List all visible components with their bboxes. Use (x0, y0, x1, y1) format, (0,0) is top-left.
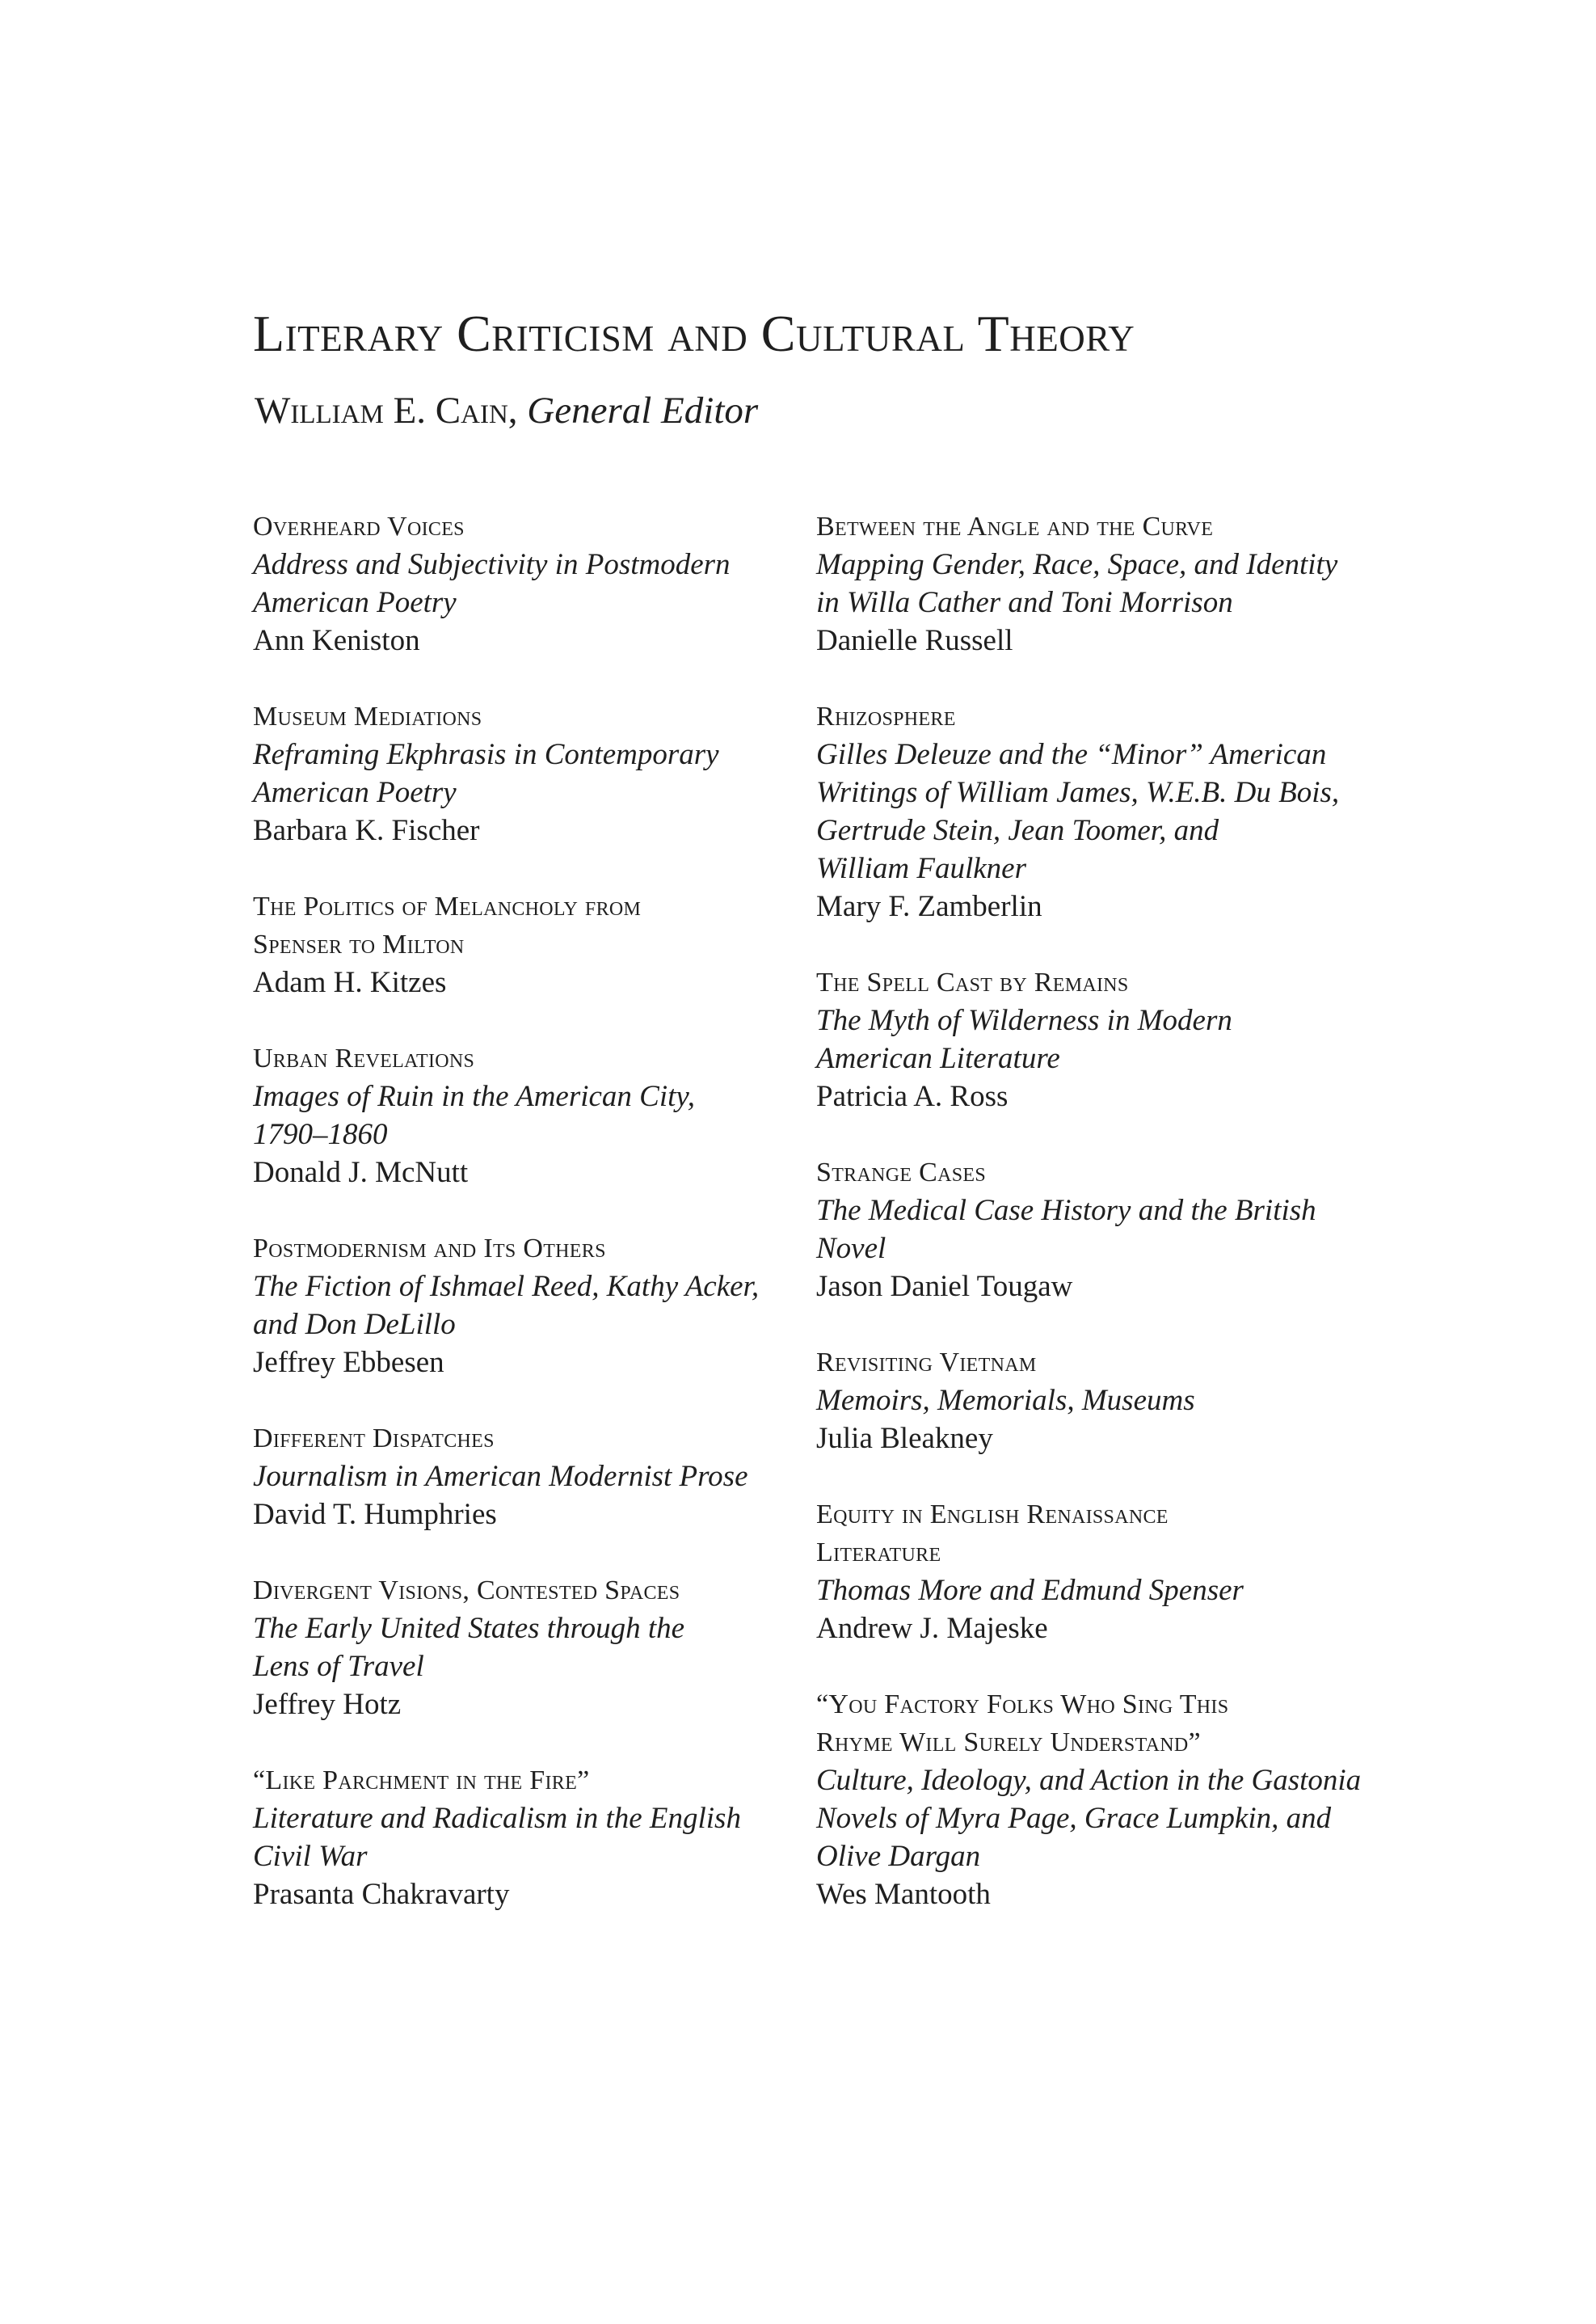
book-subtitle: Mapping Gender, Race, Space, and Identity (816, 548, 1338, 581)
book-author: Julia Bleakney (816, 1422, 993, 1455)
book-entry (816, 1154, 1382, 1305)
book-title: Postmodernism and Its Others (253, 1234, 606, 1263)
book-subtitle: The Medical Case History and the British (816, 1194, 1316, 1227)
book-entry (253, 1040, 786, 1192)
book-subtitle: Literature and Radicalism in the English (253, 1802, 741, 1835)
right-book-list (816, 508, 1382, 1951)
book-title: Equity in English Renaissance (816, 1499, 1169, 1529)
book-entry (253, 1761, 786, 1913)
book-author: Patricia A. Ross (816, 1080, 1009, 1113)
book-entry (816, 508, 1382, 660)
book-subtitle: The Fiction of Ishmael Reed, Kathy Acker, (253, 1270, 760, 1303)
book-subtitle: American Poetry (253, 776, 457, 809)
book-subtitle: American Literature (816, 1042, 1060, 1075)
book-entry (253, 888, 786, 1002)
book-subtitle: Civil War (253, 1840, 368, 1873)
book-author: Mary F. Zamberlin (816, 890, 1042, 923)
book-entry (253, 1229, 786, 1381)
book-title: Between the Angle and the Curve (816, 512, 1214, 542)
book-title: Revisiting Vietnam (816, 1348, 1037, 1377)
book-author: Jason Daniel Tougaw (816, 1270, 1073, 1303)
book-subtitle: in Willa Cather and Toni Morrison (816, 586, 1233, 619)
book-entry (253, 1571, 786, 1723)
left-book-list (253, 508, 786, 1951)
book-entry (816, 1343, 1382, 1457)
book-subtitle: The Early United States through the (253, 1612, 685, 1645)
book-entry (816, 964, 1382, 1116)
book-subtitle: 1790–1860 (253, 1118, 388, 1151)
book-subtitle: The Myth of Wilderness in Modern (816, 1004, 1232, 1037)
book-title: Museum Mediations (253, 702, 482, 732)
book-entry (816, 1495, 1382, 1647)
book-author: Jeffrey Ebbesen (253, 1346, 444, 1379)
book-title: Spenser to Milton (253, 930, 465, 960)
book-author: Adam H. Kitzes (253, 966, 447, 999)
book-subtitle: American Poetry (253, 586, 457, 619)
book-author: David T. Humphries (253, 1498, 497, 1531)
book-title: Urban Revelations (253, 1044, 475, 1073)
book-entry (253, 508, 786, 660)
book-author: Prasanta Chakravarty (253, 1878, 510, 1911)
editor-role: General Editor (527, 390, 759, 432)
book-author: Barbara K. Fischer (253, 814, 480, 847)
book-subtitle: Thomas More and Edmund Spenser (816, 1574, 1244, 1607)
book-entry (816, 698, 1382, 926)
book-title: Divergent Visions, Contested Spaces (253, 1575, 680, 1605)
book-title: The Politics of Melancholy from (253, 892, 642, 922)
book-subtitle: Olive Dargan (816, 1840, 981, 1873)
book-subtitle: and Don DeLillo (253, 1308, 456, 1341)
book-entry (253, 1419, 786, 1533)
book-subtitle: Gilles Deleuze and the “Minor” American (816, 738, 1327, 771)
book-subtitle: Novels of Myra Page, Grace Lumpkin, and (816, 1802, 1332, 1835)
book-title: “Like Parchment in the Fire” (253, 1765, 590, 1795)
book-subtitle: Journalism in American Modernist Prose (253, 1460, 748, 1493)
book-subtitle: Memoirs, Memorials, Museums (816, 1384, 1195, 1417)
book-entry (816, 1685, 1382, 1913)
book-entry (253, 698, 786, 850)
book-author: Danielle Russell (816, 624, 1013, 657)
book-title: “You Factory Folks Who Sing This (816, 1689, 1229, 1719)
book-subtitle: Address and Subjectivity in Postmodern (253, 548, 731, 581)
series-title: Literary Criticism and Cultural Theory (253, 305, 1135, 362)
book-author: Wes Mantooth (816, 1878, 991, 1911)
book-subtitle: Novel (816, 1232, 886, 1265)
book-title: Different Dispatches (253, 1424, 495, 1453)
book-subtitle: Reframing Ekphrasis in Contemporary (253, 738, 719, 771)
book-subtitle: Images of Ruin in the American City, (253, 1080, 696, 1113)
general-editor-line (255, 388, 758, 433)
book-title: The Spell Cast by Remains (816, 968, 1129, 998)
book-author: Andrew J. Majeske (816, 1612, 1048, 1645)
book-title: Rhizosphere (816, 702, 956, 732)
book-title: Overheard Voices (253, 512, 465, 542)
book-title: Literature (816, 1537, 941, 1567)
book-title: Strange Cases (816, 1158, 986, 1187)
book-author: Donald J. McNutt (253, 1156, 469, 1189)
book-author: Jeffrey Hotz (253, 1688, 402, 1721)
book-author: Ann Keniston (253, 624, 420, 657)
book-subtitle: Culture, Ideology, and Action in the Gastonia (816, 1764, 1362, 1797)
book-subtitle: Writings of William James, W.E.B. Du Bois, (816, 776, 1340, 809)
book-title: Rhyme Will Surely Understand” (816, 1727, 1201, 1757)
book-subtitle: William Faulkner (816, 852, 1026, 885)
editor-name: William E. Cain, (255, 390, 518, 432)
book-subtitle: Lens of Travel (253, 1650, 424, 1683)
book-subtitle: Gertrude Stein, Jean Toomer, and (816, 814, 1219, 847)
